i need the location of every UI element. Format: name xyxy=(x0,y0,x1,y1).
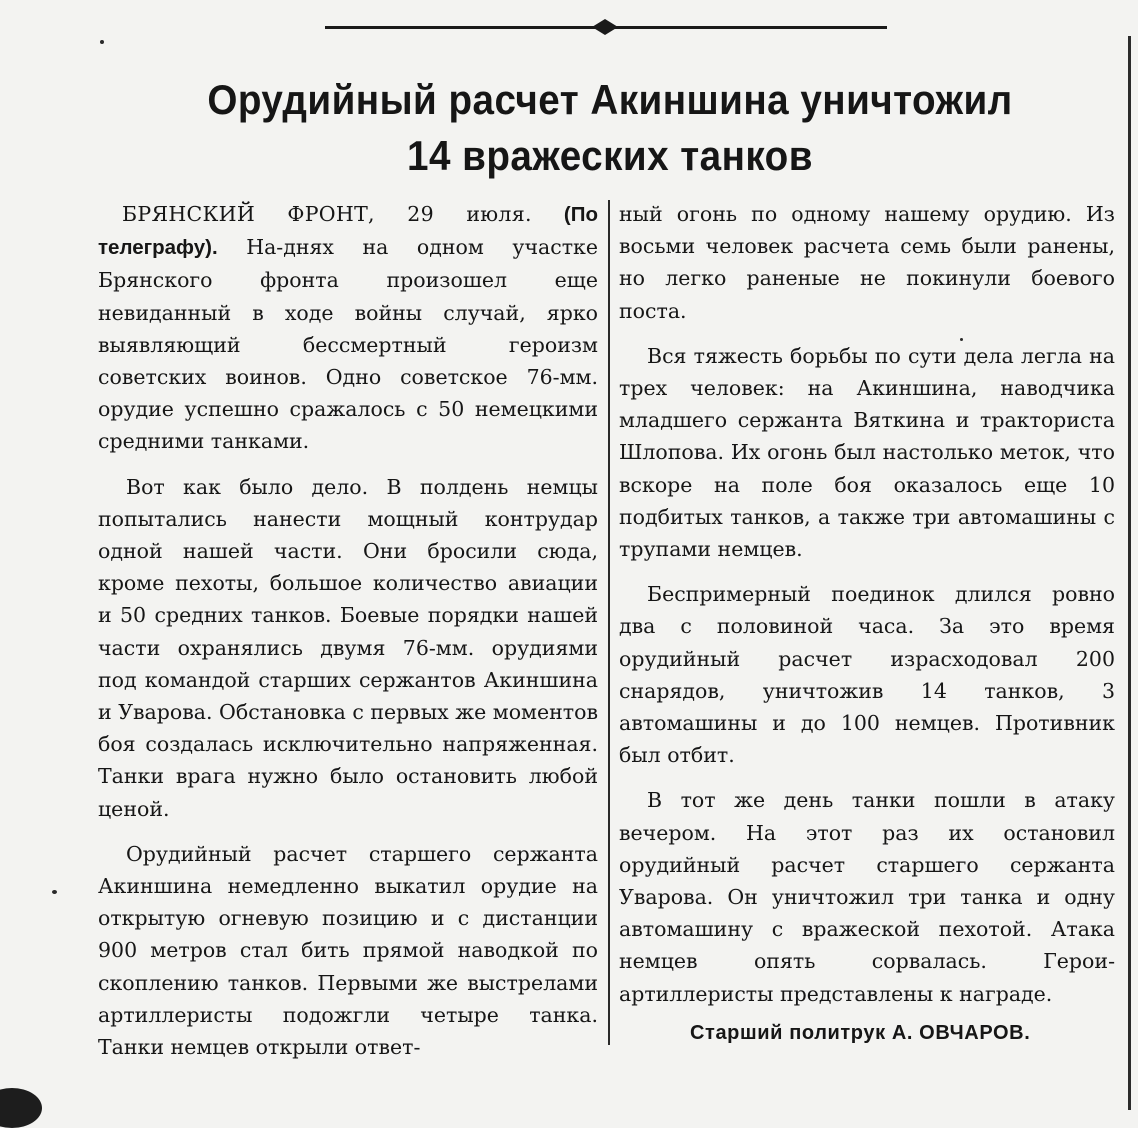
article-paragraph-5: Беспримерный поединок длился ровно два с половиной часа. За это время орудийный расчет израсходовал 200 снарядов, уничтожив 14 танков, 3 автомашины и до 100 немцев. Противник был отбит. xyxy=(619,582,1115,768)
ink-speck xyxy=(960,338,963,341)
author-signature: Старший политрук А. ОВЧАРОВ. xyxy=(690,1022,1031,1044)
page-edge-rule xyxy=(1128,36,1131,1110)
headline-line-1: Орудийный расчет Акиншина уничтожил xyxy=(207,76,1013,123)
dateline: БРЯНСКИЙ ФРОНТ, 29 июля. xyxy=(122,202,532,226)
ink-speck xyxy=(100,40,104,44)
article-column-right xyxy=(619,198,1115,1023)
article-column-left xyxy=(98,198,598,1076)
article-paragraph-2: Вот как было дело. В полдень немцы попытались нанести мощный контрудар одной нашей части. Они бросили сюда, кроме пехоты, большое количество авиации и 50 средних танков. Боевые порядки нашей части охранялись двумя 76-мм. орудиями под командой старших сержантов Акиншина и Уварова. Обстановка с первых же моментов боя создалась исключительно напряженная. Танки врага нужно было остановить любой ценой. xyxy=(98,474,598,821)
paragraph-1-body: На-днях на одном участке Брянского фронта произошел еще невиданный в ходе войны случай, ярко выявляющий бессмертный героизм советских воинов. Одно советское 76-мм. орудие успешно сражалось с 50 немецкими средними танками. xyxy=(98,235,598,454)
ink-blot xyxy=(0,1088,42,1128)
article-headline xyxy=(159,72,1061,184)
column-divider xyxy=(608,200,610,1045)
rule-ornament xyxy=(592,19,618,35)
source-note: (По телеграфу). xyxy=(98,203,598,260)
article-paragraph-4: Вся тяжесть борьбы по сути дела легла на трех человек: на Акиншина, наводчика младшего сержанта Вяткина и тракториста Шлопова. Их огонь был настолько меток, что вскоре на поле боя оказалось еще 10 подбитых танков, а также три автомашины с трупами немцев. xyxy=(619,343,1115,562)
article-paragraph-1 xyxy=(98,198,598,458)
article-paragraph-6: В тот же день танки пошли в атаку вечером. На этот раз их остановил орудийный расчет старшего сержанта Уварова. Он уничтожил три танка и одну автомашину с вражеской пехотой. Атака немцев опять сорвалась. Герои-артиллеристы представлены к награде. xyxy=(619,788,1115,1006)
ink-speck xyxy=(52,890,57,894)
article-paragraph-3-part-2: ный огонь по одному нашему орудию. Из восьми человек расчета семь были ранены, но легко раненые не покинули боевого поста. xyxy=(619,202,1115,323)
article-paragraph-3-part-1: Орудийный расчет старшего сержанта Акиншина немедленно выкатил орудие на открытую огневую позицию и с дистанции 900 метров стал бить прямой наводкой по скоплению танков. Первыми же выстрелами артиллеристы подожгли четыре танка. Танки немцев открыли ответ- xyxy=(98,841,598,1060)
headline-line-2: 14 вражеских танков xyxy=(407,132,813,179)
